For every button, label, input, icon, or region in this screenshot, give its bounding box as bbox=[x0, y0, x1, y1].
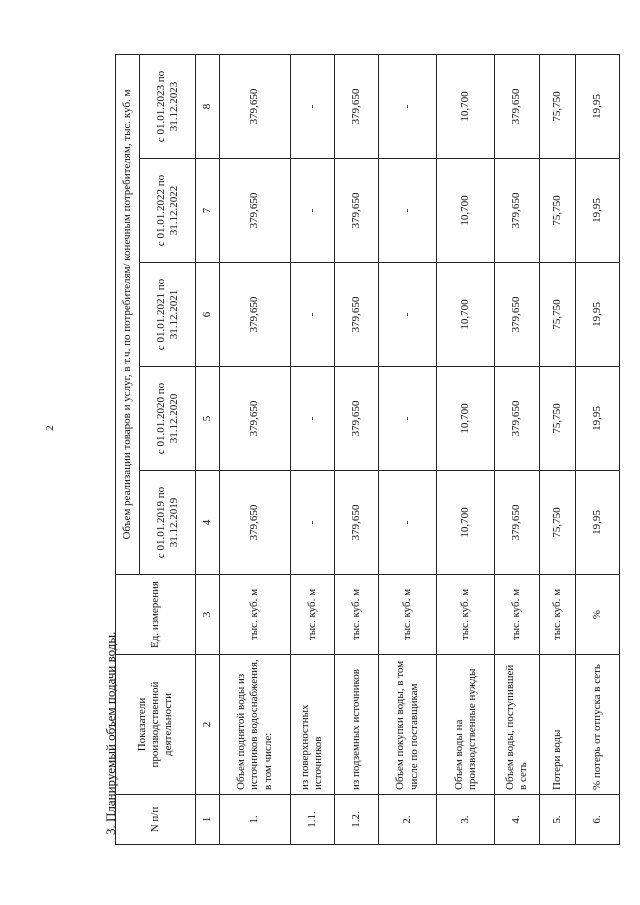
row-value: 75,750 bbox=[539, 263, 575, 367]
table-row bbox=[575, 54, 619, 844]
page-number: 2 bbox=[44, 425, 56, 431]
row-name: Объем поднятой воды из источников водоснабжения, в том числе: bbox=[220, 655, 290, 795]
row-num: 4. bbox=[495, 795, 539, 845]
row-value: - bbox=[379, 263, 437, 367]
row-value: 379,650 bbox=[334, 471, 378, 575]
row-unit: тыс. куб. м bbox=[290, 575, 334, 655]
row-value: 75,750 bbox=[539, 367, 575, 471]
row-name: Потери воды bbox=[539, 655, 575, 795]
row-value: 10,700 bbox=[437, 263, 495, 367]
row-value: 379,650 bbox=[495, 54, 539, 158]
column-number: 1 bbox=[196, 795, 220, 845]
header-period: с 01.01.2023 по 31.12.2023 bbox=[140, 54, 196, 158]
row-value: - bbox=[379, 54, 437, 158]
row-value: 19,95 bbox=[575, 159, 619, 263]
row-value: 10,700 bbox=[437, 367, 495, 471]
header-indicator: Показатели производственной деятельности bbox=[116, 655, 196, 795]
column-number: 3 bbox=[196, 575, 220, 655]
row-num: 1. bbox=[220, 795, 290, 845]
row-value: - bbox=[290, 367, 334, 471]
row-unit: % bbox=[575, 575, 619, 655]
row-unit: тыс. куб. м bbox=[220, 575, 290, 655]
row-value: 75,750 bbox=[539, 54, 575, 158]
row-value: - bbox=[290, 263, 334, 367]
header-period: с 01.01.2022 по 31.12.2022 bbox=[140, 159, 196, 263]
row-value: - bbox=[379, 367, 437, 471]
row-unit: тыс. куб. м bbox=[539, 575, 575, 655]
table-row bbox=[379, 54, 437, 844]
row-value: 379,650 bbox=[495, 367, 539, 471]
row-value: 379,650 bbox=[334, 263, 378, 367]
row-value: 10,700 bbox=[437, 54, 495, 158]
row-value: - bbox=[379, 471, 437, 575]
row-value: 19,95 bbox=[575, 471, 619, 575]
row-name: Объем воды на производственные нужды bbox=[437, 655, 495, 795]
table-row bbox=[495, 54, 539, 844]
row-name: Объем воды, поступившей в сеть bbox=[495, 655, 539, 795]
column-number: 7 bbox=[196, 159, 220, 263]
section-heading: 3. Планируемый объем подачи воды. bbox=[103, 631, 118, 835]
column-number: 4 bbox=[196, 471, 220, 575]
header-row-1 bbox=[116, 54, 140, 844]
row-name: из поверхностных источников bbox=[290, 655, 334, 795]
row-num: 2. bbox=[379, 795, 437, 845]
row-unit: тыс. куб. м bbox=[334, 575, 378, 655]
table-row bbox=[334, 54, 378, 844]
row-num: 1.2. bbox=[334, 795, 378, 845]
row-value: 379,650 bbox=[220, 471, 290, 575]
row-value: 379,650 bbox=[220, 54, 290, 158]
header-num: N п/п bbox=[116, 795, 196, 845]
row-value: 379,650 bbox=[495, 471, 539, 575]
row-value: 379,650 bbox=[334, 159, 378, 263]
row-value: 379,650 bbox=[334, 367, 378, 471]
row-value: - bbox=[290, 159, 334, 263]
row-unit: тыс. куб. м bbox=[379, 575, 437, 655]
row-num: 6. bbox=[575, 795, 619, 845]
rotated-page bbox=[100, 55, 620, 845]
header-period: с 01.01.2019 по 31.12.2019 bbox=[140, 471, 196, 575]
header-volume-group: Объем реализации товаров и услуг, в т.ч. по потребителям/ конечным потребителям, тыс. куб. м bbox=[116, 54, 140, 574]
row-value: 75,750 bbox=[539, 159, 575, 263]
row-value: 379,650 bbox=[220, 263, 290, 367]
row-value: 379,650 bbox=[495, 263, 539, 367]
row-value: - bbox=[379, 159, 437, 263]
row-value: 379,650 bbox=[220, 159, 290, 263]
row-name: Объем покупки воды, в том числе по поставщикам bbox=[379, 655, 437, 795]
row-value: 379,650 bbox=[220, 367, 290, 471]
table-row bbox=[220, 54, 290, 844]
row-value: 19,95 bbox=[575, 54, 619, 158]
water-supply-table bbox=[115, 54, 620, 845]
column-number: 8 bbox=[196, 54, 220, 158]
row-value: - bbox=[290, 471, 334, 575]
header-period: с 01.01.2021 по 31.12.2021 bbox=[140, 263, 196, 367]
row-value: 379,650 bbox=[495, 159, 539, 263]
table-row bbox=[290, 54, 334, 844]
row-value: 19,95 bbox=[575, 367, 619, 471]
header-period: с 01.01.2020 по 31.12.2020 bbox=[140, 367, 196, 471]
column-number: 6 bbox=[196, 263, 220, 367]
row-value: 379,650 bbox=[334, 54, 378, 158]
row-num: 1.1. bbox=[290, 795, 334, 845]
row-name: из подземных источников bbox=[334, 655, 378, 795]
row-value: 19,95 bbox=[575, 263, 619, 367]
header-unit: Ед. измерения bbox=[116, 575, 196, 655]
column-number-row bbox=[196, 54, 220, 844]
column-number: 2 bbox=[196, 655, 220, 795]
row-num: 3. bbox=[437, 795, 495, 845]
row-value: 75,750 bbox=[539, 471, 575, 575]
row-value: 10,700 bbox=[437, 471, 495, 575]
row-num: 5. bbox=[539, 795, 575, 845]
table-row bbox=[437, 54, 495, 844]
table-row bbox=[539, 54, 575, 844]
row-value: - bbox=[290, 54, 334, 158]
row-unit: тыс. куб. м bbox=[495, 575, 539, 655]
row-name: % потерь от отпуска в сеть bbox=[575, 655, 619, 795]
row-unit: тыс. куб. м bbox=[437, 575, 495, 655]
row-value: 10,700 bbox=[437, 159, 495, 263]
column-number: 5 bbox=[196, 367, 220, 471]
